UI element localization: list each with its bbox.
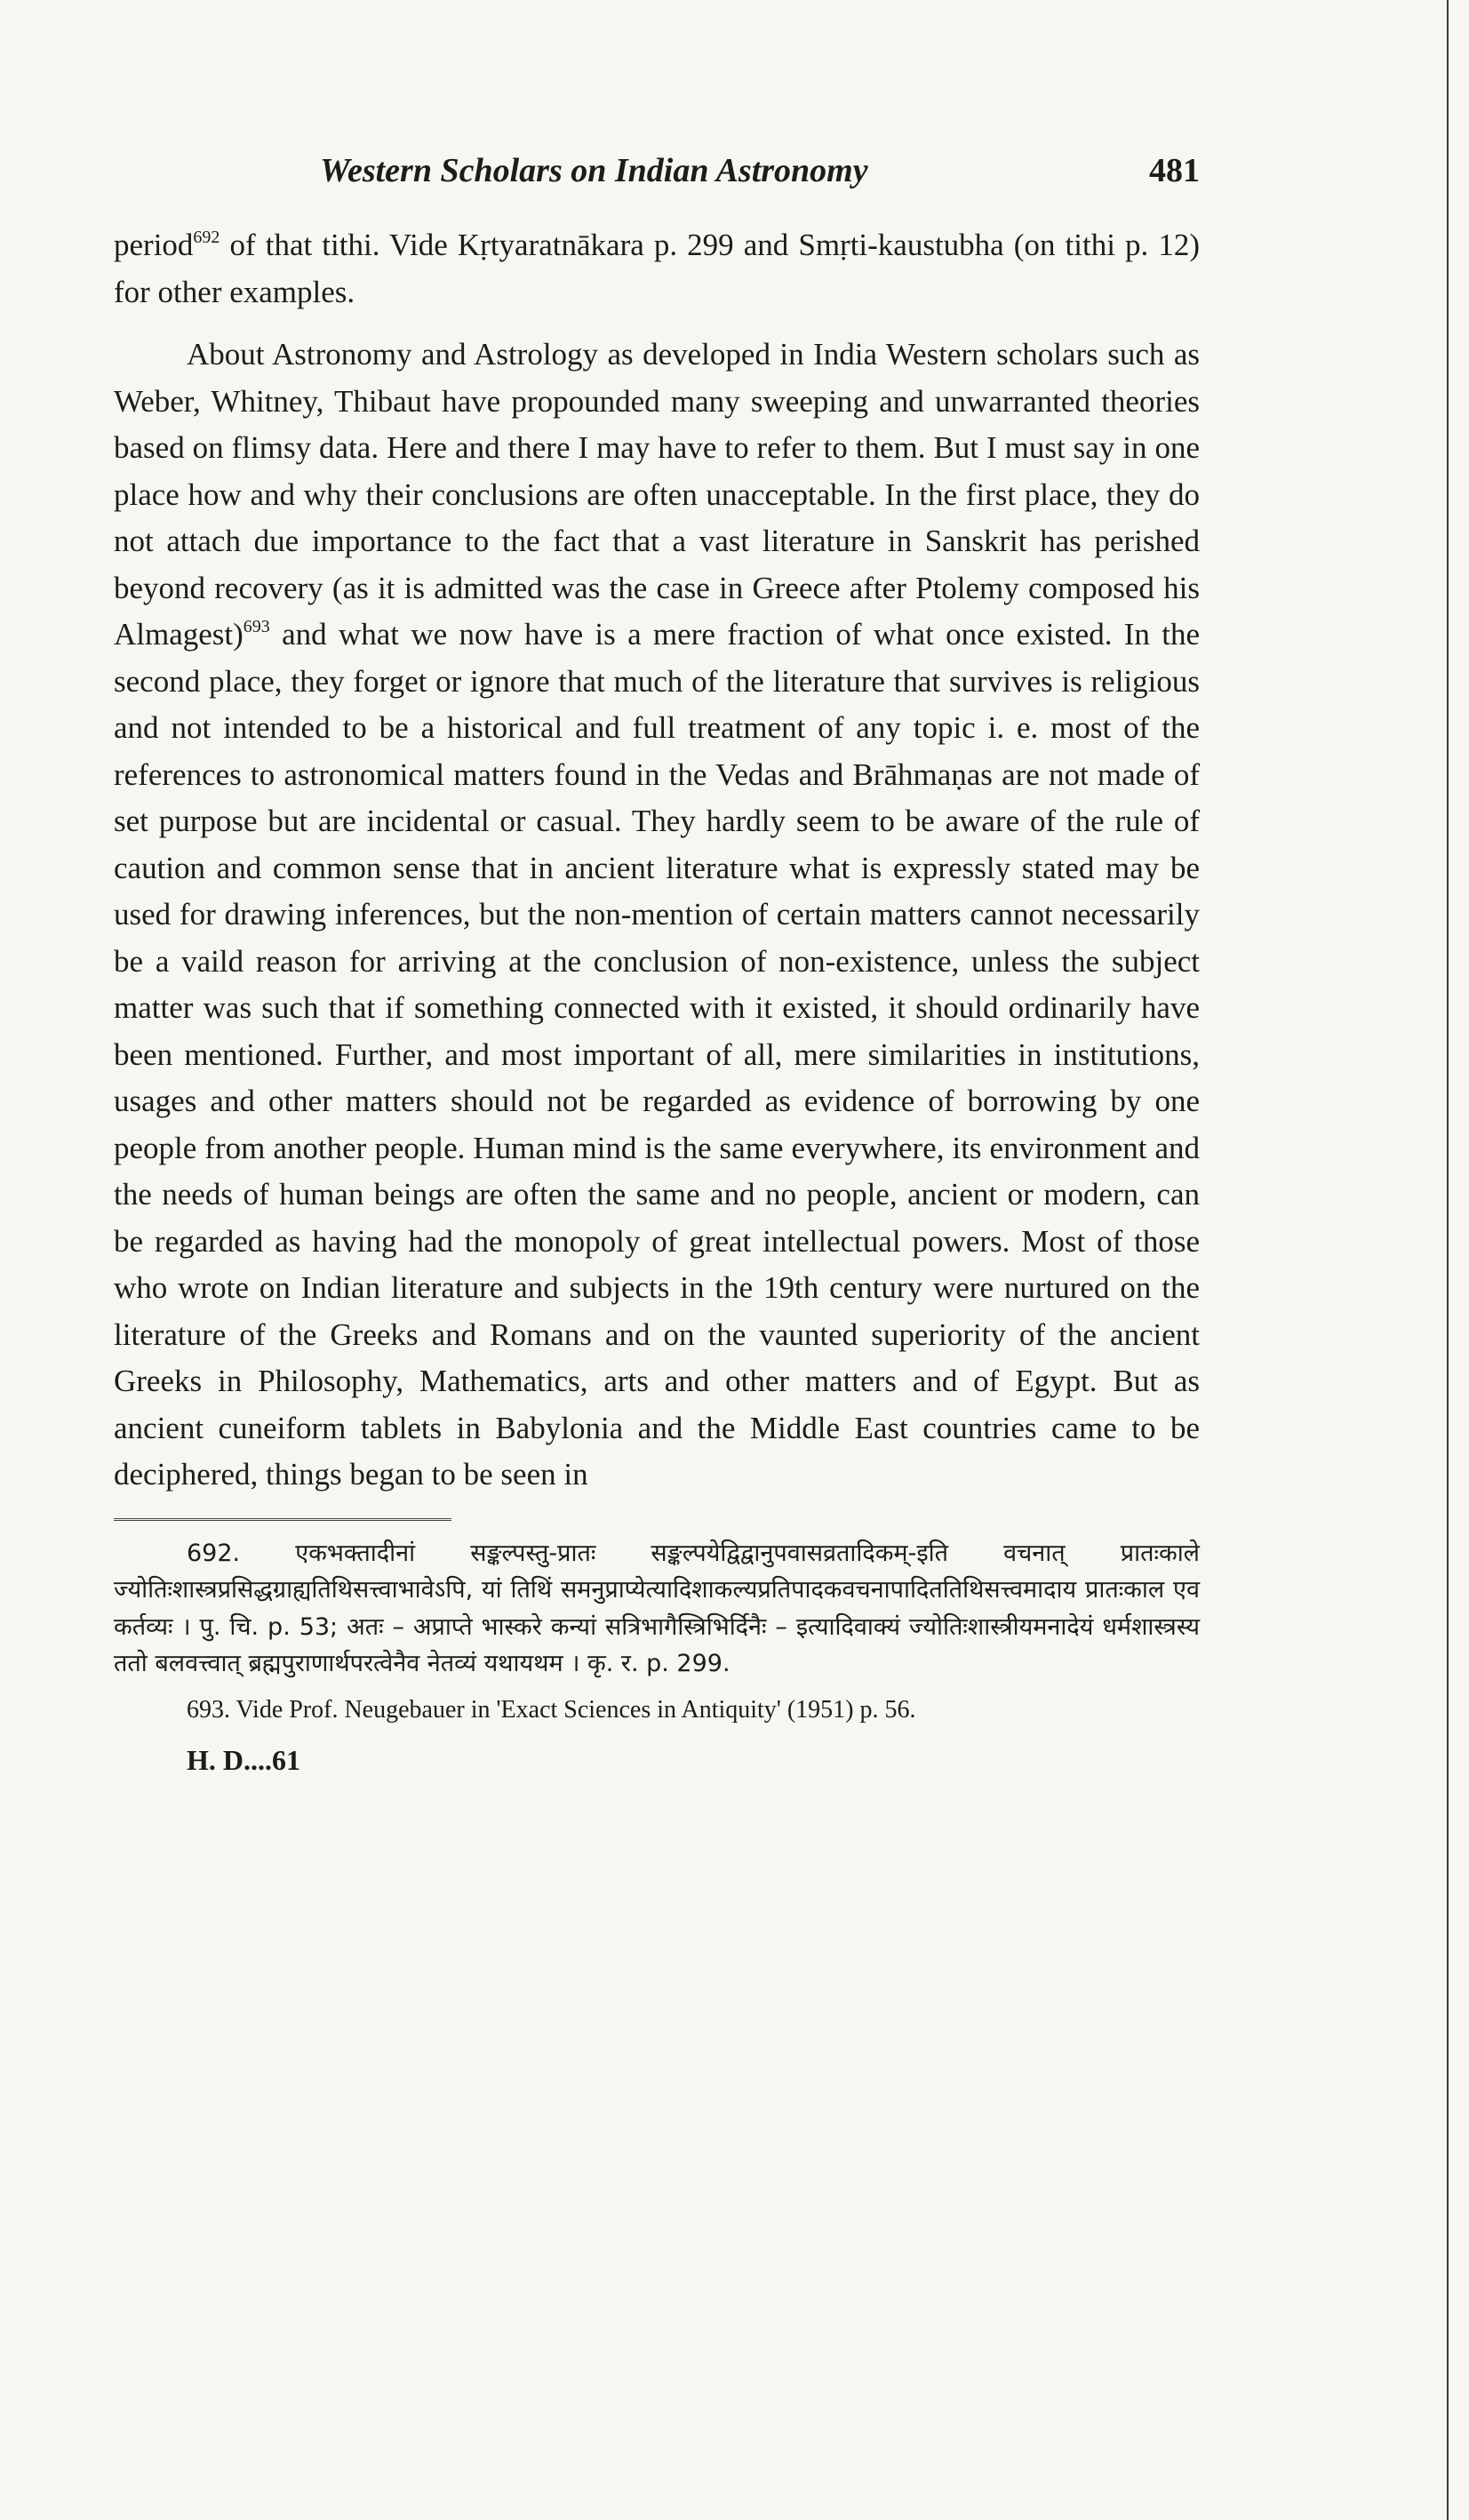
running-title: Western Scholars on Indian Astronomy <box>320 152 868 189</box>
footnote-rule <box>114 1518 451 1523</box>
running-header <box>114 151 1200 204</box>
paragraph-text: period <box>114 228 194 262</box>
page-edge-line <box>1447 0 1449 2520</box>
printer-signature: H. D....61 <box>187 1744 300 1776</box>
paragraph-continuation <box>114 222 1200 316</box>
footnote-ref-692: 692 <box>193 228 220 247</box>
footnote-693: 693. Vide Prof. Neugebauer in 'Exact Sciences in Antiquity' (1951) p. 56. <box>187 1695 916 1724</box>
paragraph-text: About Astronomy and Astrology as developed in India Western scholars such as Weber, Whitney, Thibaut have propounded many sweeping and unwarranted theories based on flimsy data. Here and there I may have to refer to them. But I must say in one place how and why their conclusions are often unacceptable. In the first place, they do not attach due importance to the fact that a vast literature in Sanskrit has perished beyond recovery (as it is admitted was the case in Greece after Ptolemy composed his Almagest) <box>114 337 1200 652</box>
paragraph-main <box>114 332 1200 1499</box>
page-number: 481 <box>1149 152 1200 189</box>
paragraph-text: and what we now have is a mere fraction of what once existed. In the second place, they forget or ignore that much of the literature that survives is religious and not intended to be a historical and full treatment of any topic i. e. most of the references to astronomical matters found in the Vedas and Brāhmaṇas are not made of set purpose but are incidental or casual. They hardly seem to be aware of the rule of caution and common sense that in ancient literature what is expressly stated may be used for drawing inferences, but the non-mention of certain matters cannot necessarily be a vaild reason for arriving at the conclusion of non-existence, unless the subject matter was such that if something connected with it existed, it should ordinarily have been mentioned. Further, and most important of all, mere similarities in institutions, usages and other matters should not be regarded as evidence of borrowing by one people from another people. Human mind is the same everywhere, its environment and the needs of human beings are often the same and no people, ancient or modern, can be regarded as having had the monopoly of great intellectual powers. Most of those who wrote on Indian literature and subjects in the 19th century were nurtured on the literature of the Greeks and Romans and on the vaunted superiority of the ancient Greeks in Philosophy, Mathematics, arts and other matters and of Egypt. But as ancient cuneiform tablets in Babylonia and the Middle East countries came to be deciphered, things began to be seen in <box>114 617 1200 1492</box>
footnote-692: 692. एकभक्तादीनां सङ्कल्पस्तु-प्रातः सङ्कल्पयेद्विद्वानुपवासव्रतादिकम्-इति वचनात् प्रातःकाले ज्योतिःशास्त्रप्रसिद्धग्राह्यतिथिसत्त्वाभावेऽपि, यां तिथिं समनुप्राप्येत्यादिशाकल्यप्रतिपादकवचनापादिततिथिसत्त्वमादाय प्रातःकाल एव कर्तव्यः । पु. चि. p. 53; अतः – अप्राप्ते भास्करे कन्यां सत्रिभागैस्त्रिभिर्दिनैः – इत्यादिवाक्यं ज्योतिःशास्त्रीयमनादेयं धर्मशास्त्रस्य ततो बलवत्त्वात् ब्रह्मपुराणार्थपरत्वेनैव नेतव्यं यथायथम । कृ. र. p. 299. <box>114 1539 1200 1677</box>
footnote-ref-693: 693 <box>243 617 270 636</box>
paragraph-text: of that tithi. Vide Kṛtyaratnākara p. 299 and Smṛti-kaustubha (on tithi p. 12) for other examples. <box>114 228 1200 309</box>
page-content <box>114 151 1200 1777</box>
